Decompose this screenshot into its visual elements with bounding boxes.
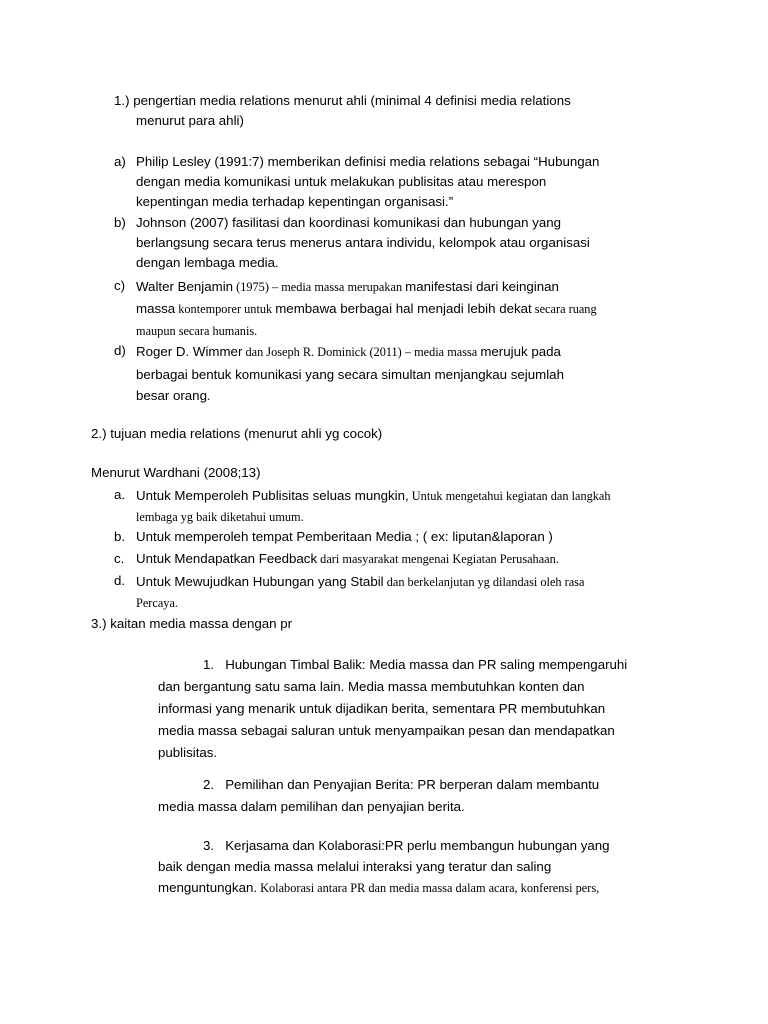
serif-text: kontemporer untuk: [175, 302, 276, 316]
definition-line: dengan media komunikasi untuk melakukan publisitas atau merespon: [136, 174, 547, 189]
goal-line: [136, 549, 559, 569]
item-number: 2.: [203, 777, 215, 792]
goal-item-d: [136, 571, 584, 614]
relation-text: Pemilihan dan Penyajian Berita: PR berperan dalam membantu: [225, 777, 600, 792]
serif-text: .: [206, 389, 211, 403]
relation-item-2: [158, 774, 599, 818]
author-name: Roger D. Wimmer: [136, 344, 243, 359]
definition-line: kepentingan media terhadap kepentingan organisasi.”: [136, 194, 454, 209]
definition-line: maupun secara humanis.: [136, 324, 258, 338]
definition-line: [136, 341, 564, 364]
bold-text: membawa berbagai hal menjadi lebih dekat: [275, 301, 532, 316]
relation-line: [158, 835, 610, 856]
bold-text: merujuk pada: [480, 344, 561, 359]
relation-item-3: [158, 835, 610, 899]
item-number: 3.: [203, 838, 215, 853]
serif-text: (1975) – media massa merupakan: [233, 280, 406, 294]
relation-line: [158, 877, 610, 899]
item-label-c: c): [114, 278, 126, 293]
goal-item-a: [136, 485, 611, 528]
item-label-b: b): [114, 215, 126, 230]
relation-line: dan bergantung satu sama lain. Media massa membutuhkan konten dan: [158, 679, 585, 694]
section1-heading-line2: menurut para ahli): [136, 113, 244, 128]
relation-line: media massa dalam pemilihan dan penyajian berita.: [158, 799, 465, 814]
author-name: Walter Benjamin: [136, 279, 234, 294]
goal-line: Percaya.: [136, 596, 178, 610]
item-number: 1.: [203, 657, 215, 672]
section2-heading: 2.) tujuan media relations (menurut ahli yg cocok): [91, 426, 383, 441]
bold-text: massa: [136, 301, 176, 316]
definition-line: dengan lembaga media.: [136, 255, 279, 270]
goal-line: lembaga yg baik diketahui umum.: [136, 510, 304, 524]
bold-text: besar orang: [136, 388, 207, 403]
definition-roger-wimmer: [136, 341, 564, 408]
relation-line: [158, 774, 599, 796]
serif-text: secara ruang: [531, 302, 597, 316]
section2-subheading: Menurut Wardhani (2008;13): [91, 465, 261, 480]
item-label-a: a): [114, 154, 126, 169]
goal-line: [136, 485, 611, 507]
definition-line: [136, 276, 597, 298]
item-label-d: d): [114, 343, 126, 358]
goal-item-c: [136, 549, 559, 569]
serif-text: dan Joseph R. Dominick (2011) – media massa: [242, 345, 481, 359]
goal-item-b: Untuk memperoleh tempat Pemberitaan Media ; ( ex: liputan&laporan ): [136, 529, 553, 544]
goal-label-c: c.: [114, 551, 125, 566]
section1-heading-line1: 1.) pengertian media relations menurut ahli (minimal 4 definisi media relations: [114, 93, 571, 108]
definition-line: [136, 385, 564, 408]
relation-line: media massa sebagai saluran untuk menyampaikan pesan dan mendapatkan: [158, 723, 615, 738]
relation-line: publisitas.: [158, 745, 218, 760]
serif-text: dari masyarakat mengenai Kegiatan Perusahaan.: [317, 552, 559, 566]
definition-line: berlangsung secara terus menerus antara individu, kelompok atau organisasi: [136, 235, 590, 250]
serif-text: Kolaborasi antara PR dan media massa dalam acara, konferensi pers,: [257, 881, 600, 895]
relation-text: Kerjasama dan Kolaborasi:PR perlu membangun hubungan yang: [225, 838, 610, 853]
definition-line: Philip Lesley (1991:7) memberikan definisi media relations sebagai “Hubungan: [136, 154, 600, 169]
section1-heading: [114, 91, 571, 131]
serif-text: dan berkelanjutan yg dilandasi oleh rasa: [383, 575, 585, 589]
section3-heading: 3.) kaitan media massa dengan pr: [91, 616, 293, 631]
bold-text: Untuk Mendapatkan Feedback: [136, 551, 318, 566]
relation-line: baik dengan media massa melalui interaksi yang teratur dan saling: [158, 859, 552, 874]
relation-item-1: [158, 654, 627, 764]
goal-label-d: d.: [114, 573, 126, 588]
definition-johnson: [136, 213, 590, 273]
relation-line: informasi yang menarik untuk dijadikan berita, sementara PR membutuhkan: [158, 701, 606, 716]
goal-line: [136, 571, 584, 593]
goal-label-a: a.: [114, 487, 126, 502]
bold-text: menguntungkan.: [158, 880, 258, 895]
definition-philip-lesley: [136, 152, 599, 212]
goal-label-b: b.: [114, 529, 126, 544]
definition-walter-benjamin: [136, 276, 597, 342]
serif-text: Untuk mengetahui kegiatan dan langkah: [408, 489, 611, 503]
relation-line: [158, 654, 627, 676]
bold-text: manifestasi dari keinginan: [405, 279, 559, 294]
definition-line: Johnson (2007) fasilitasi dan koordinasi komunikasi dan hubungan yang: [136, 215, 562, 230]
bold-text: Untuk Mewujudkan Hubungan yang Stabil: [136, 574, 384, 589]
bold-text: Untuk Memperoleh Publisitas seluas mungkin,: [136, 488, 409, 503]
definition-line: [136, 298, 597, 320]
relation-text: Hubungan Timbal Balik: Media massa dan PR saling mempengaruhi: [225, 657, 628, 672]
definition-line: berbagai bentuk komunikasi yang secara simultan menjangkau sejumlah: [136, 366, 564, 382]
